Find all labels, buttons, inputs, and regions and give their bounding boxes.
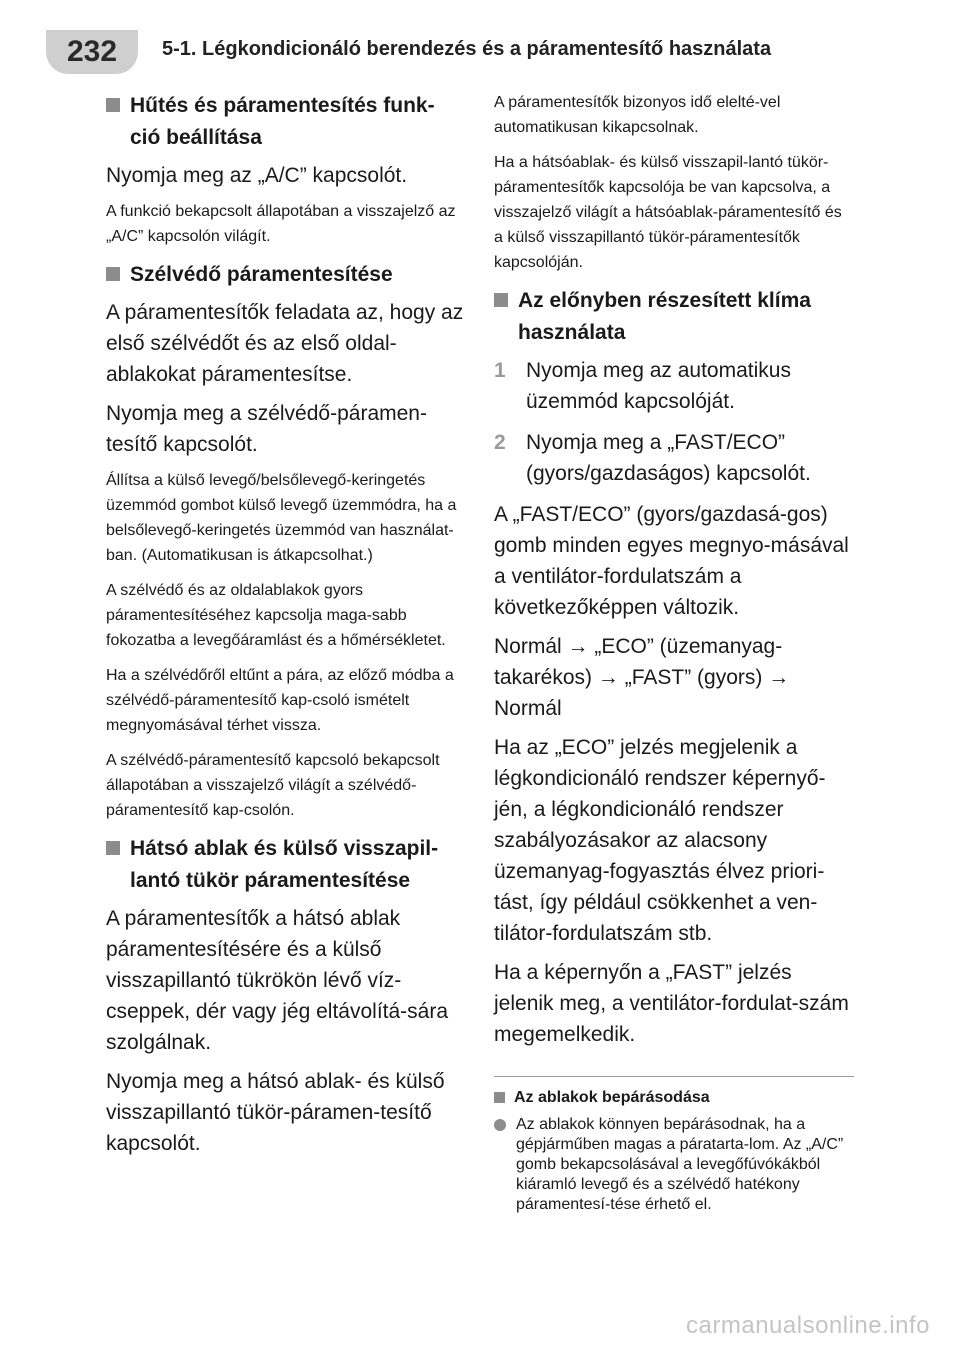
note-paragraph: A funkció bekapcsolt állapotában a visszajelző az „A/C” kapcsolón világít. (106, 203, 456, 245)
square-bullet-icon (494, 293, 508, 307)
note-paragraph: Állítsa a külső levegő/belsőlevegő-keringetés üzemmód gombot külső levegő üzemmódra, ha a belsőlevegő-keringetés üzemmód van használat-ban. (Automatikusan is átkapcsolhat.) (106, 472, 457, 564)
note-paragraph: Ha a hátsóablak- és külső visszapil-lantó tükör-páramentesítők kapcsolója be van kapcsolva, a visszajelző világít a hátsóablak-páramentesítő és a külső visszapillantó tükör-páramentesítők kapcsolóján. (494, 154, 842, 271)
square-bullet-icon (106, 98, 120, 112)
note-paragraph: A szélvédő és az oldalablakok gyors páramentesítéséhez kapcsolja maga-sabb fokozatba a levegőáramlást és a hőmérsékletet. (106, 582, 446, 649)
circle-bullet-icon (494, 1119, 506, 1131)
left-column (106, 90, 464, 1167)
paragraph: Nyomja meg az „A/C” kapcsolót. (106, 164, 408, 187)
paragraph: Ha a képernyőn a „FAST” jelzés jelenik meg, a ventilátor-fordulat-szám megemelkedik. (494, 961, 849, 1046)
paragraph: Ha az „ECO” jelzés megjelenik a légkondicionáló rendszer képernyő-jén, a légkondicionáló rendszer szabályozásakor az alacsony üzemanyag-fogyasztás élvez priori-tást, így például csökkenhet a ven-tilátor-fordulatszám stb. (494, 736, 826, 945)
note-paragraph: A szélvédő-páramentesítő kapcsoló bekapcsolt állapotában a visszajelző világít a szélvédő-páramentesítő kap-csolón. (106, 752, 440, 819)
note-paragraph: Ha a szélvédőről eltűnt a pára, az előző módba a szélvédő-páramentesítő kap-csoló ismételt megnyomásával térhet vissza. (106, 667, 454, 734)
step-number: 1 (494, 359, 506, 382)
note-paragraph: A páramentesítők bizonyos idő elelté-vel automatikusan kikapcsolnak. (494, 94, 781, 136)
chapter-title: 5-1. Légkondicionáló berendezés és a páramentesítő használata (162, 38, 772, 60)
paragraph: Nyomja meg a szélvédő-páramen-tesítő kapcsolót. (106, 402, 427, 456)
subsection-heading: Az ablakok bepárásodása (494, 1087, 854, 1109)
paragraph: A „FAST/ECO” (gyors/gazdasá-gos) gomb minden egyes megnyo-másával a ventilátor-fordulatszám a következőképpen változik. (494, 503, 849, 619)
paragraph: A páramentesítők a hátsó ablak páramentesítésére és a külső visszapillantó tükrökön lévő víz-cseppek, dér vagy jég eltávolítá-sára szolgálnak. (106, 907, 449, 1054)
paragraph: A páramentesítők feladata az, hogy az első szélvédőt és az első oldal-ablakokat páramentesítse. (106, 301, 464, 386)
step-text: Nyomja meg a „FAST/ECO” (gyors/gazdaságos) kapcsolót. (526, 431, 811, 485)
watermark: carmanualsonline.info (686, 1312, 930, 1339)
step-item (494, 427, 854, 489)
square-bullet-icon (106, 267, 120, 281)
paragraph: Nyomja meg a hátsó ablak- és külső visszapillantó tükör-páramen-tesítő kapcsolót. (106, 1070, 445, 1155)
section-heading: Hátsó ablak és külső visszapil-lantó tükör páramentesítése (106, 833, 464, 897)
step-number: 2 (494, 431, 506, 454)
square-bullet-icon (494, 1092, 505, 1103)
square-bullet-icon (106, 841, 120, 855)
page-header (0, 0, 960, 84)
bullet-item: Az ablakok könnyen bepárásodnak, ha a gépjárműben magas a páratarta-lom. Az „A/C” gomb bekapcsolásával a levegőfúvókákból kiáramló levegő és a szélvédő hatékony páramentesí-tése érhető el. (494, 1115, 854, 1215)
section-heading: Hűtés és páramentesítés funk-ció beállítása (106, 90, 464, 154)
divider (494, 1076, 854, 1077)
section-heading: Az előnyben részesített klíma használata (494, 285, 854, 349)
step-text: Nyomja meg az automatikus üzemmód kapcsolóját. (526, 359, 791, 413)
paragraph: Normál → „ECO” (üzemanyag-takarékos) → „FAST” (gyors) → Normál (494, 635, 790, 720)
section-heading: Szélvédő páramentesítése (106, 259, 464, 291)
step-item (494, 355, 854, 417)
right-column (494, 90, 854, 1215)
page-number: 232 (46, 30, 138, 74)
